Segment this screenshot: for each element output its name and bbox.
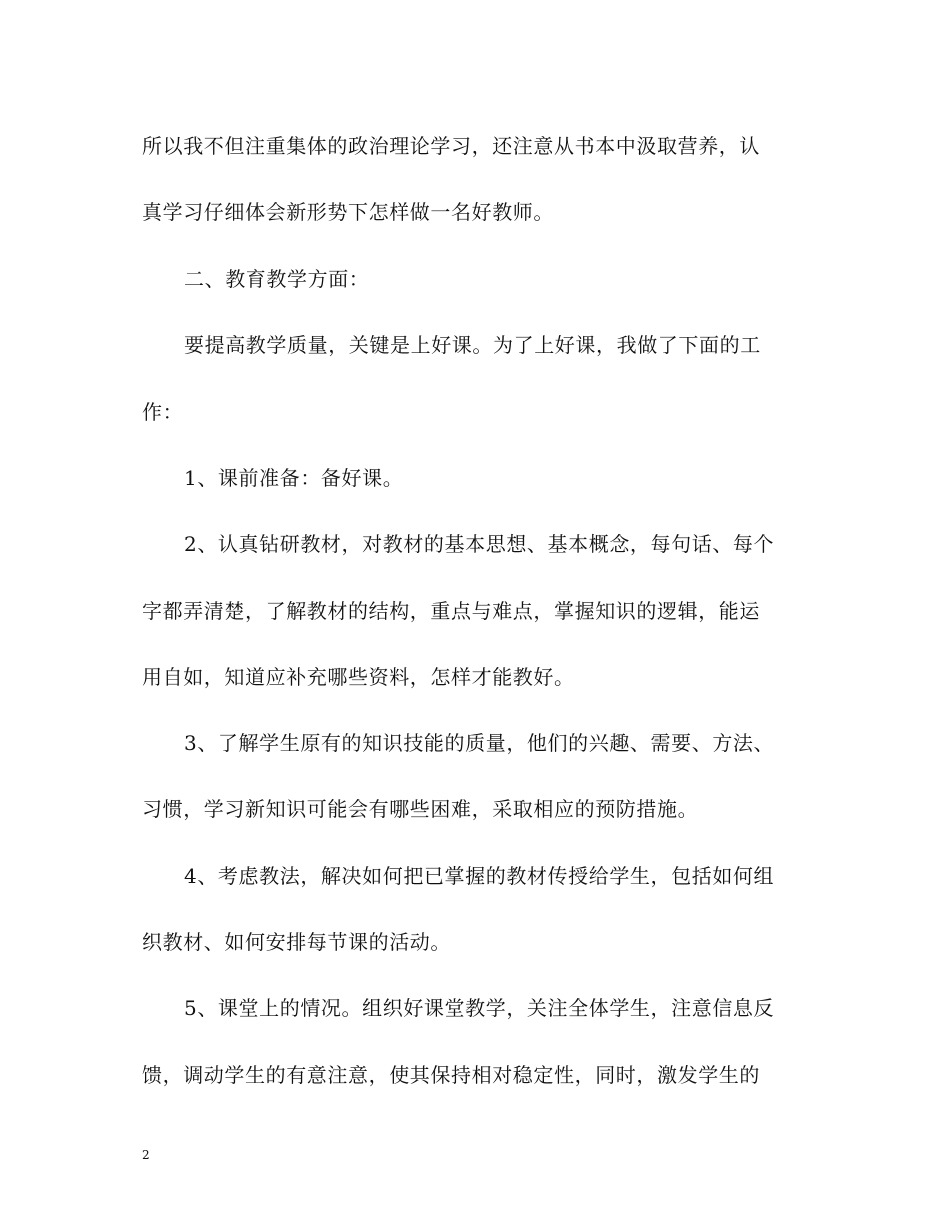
page-number: 2 xyxy=(142,1148,150,1162)
text-line-5: 作： xyxy=(142,400,184,424)
list-item-1: 1、课前准备：备好课。 xyxy=(184,466,404,490)
text-line-2: 真学习仔细体会新形势下怎样做一名好教师。 xyxy=(142,200,554,224)
text-line-1: 所以我不但注重集体的政治理论学习，还注意从书本中汲取营养，认 xyxy=(142,134,760,158)
list-item-4-line-2: 织教材、如何安排每节课的活动。 xyxy=(142,930,451,954)
text-line-4: 要提高教学质量，关键是上好课。为了上好课，我做了下面的工 xyxy=(184,333,761,357)
list-item-3-line-1: 3、了解学生原有的知识技能的质量，他们的兴趣、需要、方法、 xyxy=(184,731,775,755)
list-item-2-line-3: 用自如，知道应补充哪些资料，怎样才能教好。 xyxy=(142,665,575,689)
section-heading: 二、教育教学方面： xyxy=(184,267,370,291)
list-item-2-line-2: 字都弄清楚，了解教材的结构，重点与难点，掌握知识的逻辑，能运 xyxy=(142,599,760,623)
list-item-4-line-1: 4、考虑教法，解决如何把已掌握的教材传授给学生，包括如何组 xyxy=(184,864,775,888)
list-item-3-line-2: 习惯，学习新知识可能会有哪些困难，采取相应的预防措施。 xyxy=(142,797,699,821)
list-item-2-line-1: 2、认真钻研教材，对教材的基本思想、基本概念，每句话、每个 xyxy=(184,532,775,556)
list-item-5-line-1: 5、课堂上的情况。组织好课堂教学，关注全体学生，注意信息反 xyxy=(184,996,775,1020)
list-item-5-line-2: 馈，调动学生的有意注意，使其保持相对稳定性，同时，激发学生的 xyxy=(142,1063,760,1087)
